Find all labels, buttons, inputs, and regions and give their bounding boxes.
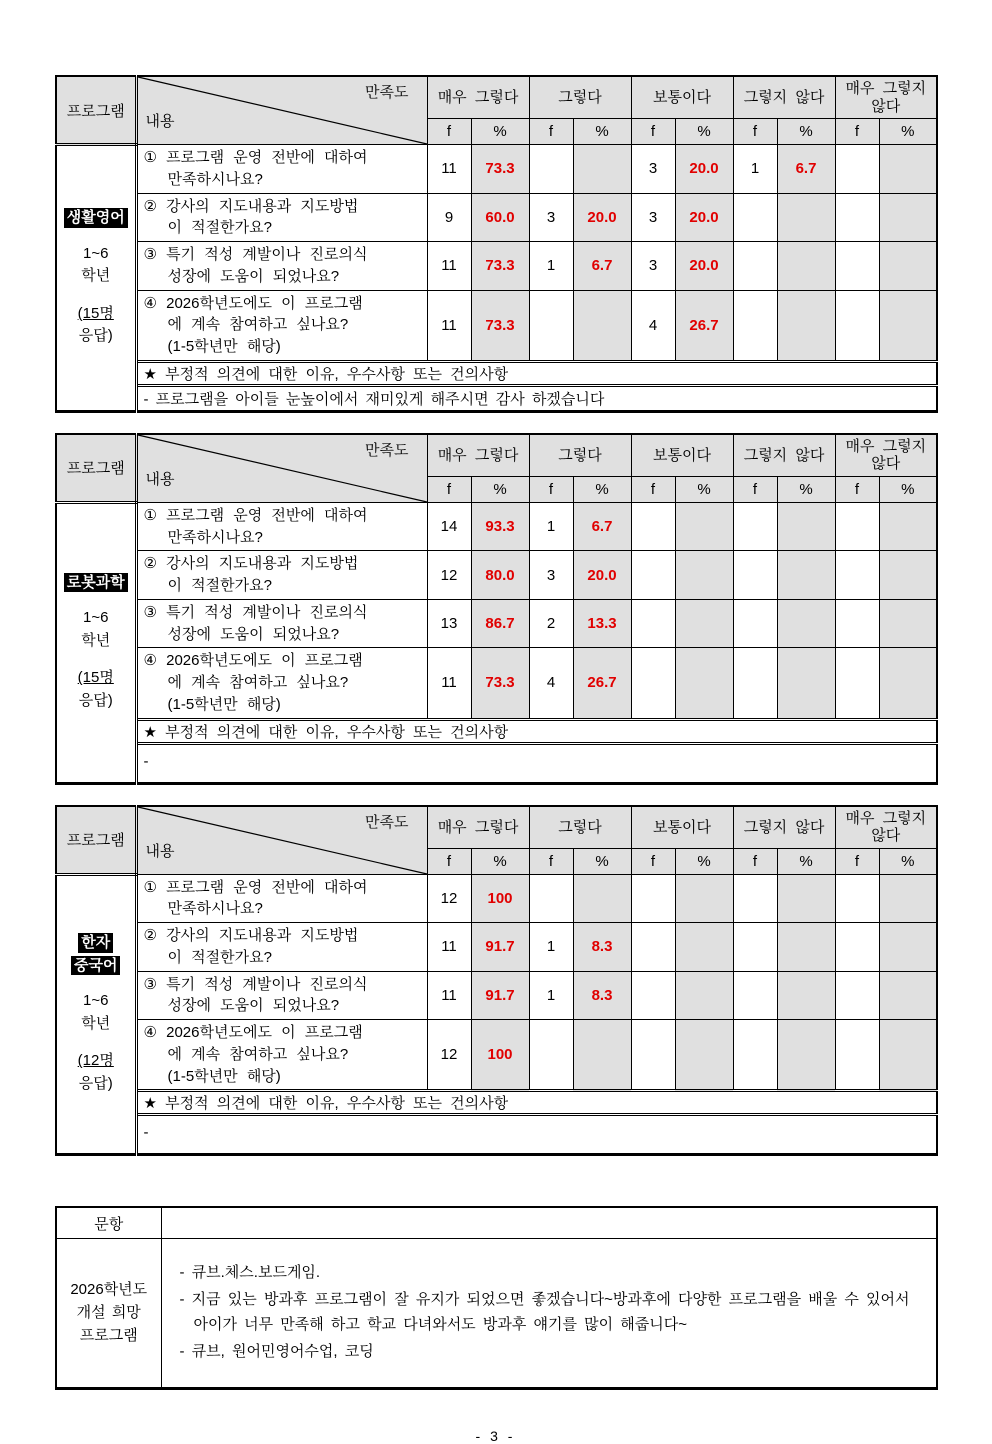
satisfaction-table-3 — [55, 805, 938, 1157]
answer-column-header: 그렇지 않다 — [733, 434, 835, 477]
program-info — [57, 573, 135, 713]
content-satisfaction-header — [136, 434, 427, 503]
pct-value: 20.0 — [573, 551, 631, 600]
star-note-header: ★ 부정적 의견에 대한 이유, 우수사항 또는 건의사항 — [136, 361, 937, 385]
question-cell: ③ 특기 적성 계발이나 진로의식 성장에 도움이 되었나요? — [136, 971, 427, 1020]
question-row — [56, 648, 937, 719]
wish-items — [172, 1261, 927, 1364]
pct-header: % — [675, 477, 733, 503]
question-cell: ① 프로그램 운영 전반에 대하여 만족하시나요? — [136, 874, 427, 923]
freq-value — [733, 193, 777, 242]
satisfaction-label: 만족도 — [365, 813, 409, 831]
freq-value — [733, 599, 777, 648]
pct-value — [879, 971, 937, 1020]
answer-column-header: 매우 그렇지 않다 — [835, 76, 937, 119]
question-row — [56, 971, 937, 1020]
pct-value — [879, 242, 937, 291]
wish-row-label — [56, 1238, 161, 1388]
question-cell: ② 강사의 지도내용과 지도방법 이 적절한가요? — [136, 551, 427, 600]
pct-value: 6.7 — [777, 145, 835, 194]
pct-value — [777, 971, 835, 1020]
freq-value — [631, 971, 675, 1020]
pct-header: % — [471, 477, 529, 503]
answer-column-header: 매우 그렇다 — [427, 76, 529, 119]
pct-header: % — [471, 119, 529, 145]
freq-value: 4 — [529, 648, 573, 719]
pct-value — [777, 1020, 835, 1091]
pct-header: % — [879, 848, 937, 874]
question-cell: ③ 특기 적성 계발이나 진로의식 성장에 도움이 되었나요? — [136, 599, 427, 648]
freq-header: f — [733, 848, 777, 874]
question-row — [56, 193, 937, 242]
pct-value: 8.3 — [573, 923, 631, 972]
freq-value — [631, 874, 675, 923]
page-number: - 3 - — [475, 1427, 516, 1444]
pct-value — [879, 290, 937, 361]
pct-value — [777, 290, 835, 361]
tables-container — [55, 75, 936, 1156]
freq-value — [733, 502, 777, 551]
program-name — [64, 573, 128, 593]
pct-value — [675, 874, 733, 923]
pct-value: 13.3 — [573, 599, 631, 648]
freq-value — [835, 599, 879, 648]
pct-value: 80.0 — [471, 551, 529, 600]
pct-header: % — [777, 848, 835, 874]
freq-value — [835, 971, 879, 1020]
question-row — [56, 1020, 937, 1091]
answer-column-header: 그렇다 — [529, 806, 631, 849]
answer-column-header: 그렇지 않다 — [733, 806, 835, 849]
freq-header: f — [631, 119, 675, 145]
question-cell: ① 프로그램 운영 전반에 대하여 만족하시나요? — [136, 145, 427, 194]
grade-range: 1~6 학년 — [81, 992, 111, 1032]
program-name — [64, 208, 128, 228]
pct-header: % — [879, 119, 937, 145]
freq-value — [835, 502, 879, 551]
pct-value: 60.0 — [471, 193, 529, 242]
satisfaction-label: 만족도 — [365, 441, 409, 459]
question-row — [56, 242, 937, 291]
question-row — [56, 145, 937, 194]
question-cell: ② 강사의 지도내용과 지도방법 이 적절한가요? — [136, 193, 427, 242]
freq-value — [835, 193, 879, 242]
pct-value — [777, 599, 835, 648]
diagonal-split-cell — [138, 435, 427, 502]
freq-value — [631, 502, 675, 551]
program-column-header: 프로그램 — [56, 806, 136, 875]
question-cell: ④ 2026학년도에도 이 프로그램 에 계속 참여하고 싶나요? (1-5학년만 해당) — [136, 1020, 427, 1091]
wish-row-label-line: 2026학년도 — [70, 1280, 148, 1298]
answer-column-header: 매우 그렇다 — [427, 434, 529, 477]
freq-value — [733, 923, 777, 972]
pct-value — [675, 648, 733, 719]
pct-value — [675, 1020, 733, 1091]
wish-row-label-line: 개설 희망 — [76, 1304, 141, 1322]
freq-header: f — [427, 477, 471, 503]
freq-value — [733, 1020, 777, 1091]
freq-header: f — [427, 119, 471, 145]
pct-header: % — [777, 477, 835, 503]
freq-value — [631, 551, 675, 600]
freq-value: 3 — [631, 193, 675, 242]
answer-column-header: 보통이다 — [631, 434, 733, 477]
freq-header: f — [733, 119, 777, 145]
freq-value: 12 — [427, 1020, 471, 1091]
pct-value — [777, 551, 835, 600]
freq-value: 11 — [427, 923, 471, 972]
pct-value — [675, 502, 733, 551]
freq-value: 3 — [631, 145, 675, 194]
pct-header: % — [573, 848, 631, 874]
freq-value — [631, 923, 675, 972]
pct-value: 93.3 — [471, 502, 529, 551]
pct-header: % — [675, 119, 733, 145]
wish-item: - 큐브.체스.보드게임. — [179, 1264, 321, 1282]
grade-range: 1~6 학년 — [81, 244, 111, 285]
answer-column-header: 그렇다 — [529, 76, 631, 119]
program-info — [57, 208, 135, 348]
program-column-header: 프로그램 — [56, 76, 136, 145]
freq-value — [529, 290, 573, 361]
freq-header: f — [529, 477, 573, 503]
pct-value — [675, 551, 733, 600]
freq-value — [733, 242, 777, 291]
star-note-header: ★ 부정적 의견에 대한 이유, 우수사항 또는 건의사항 — [136, 719, 937, 743]
pct-value — [777, 502, 835, 551]
pct-value — [573, 290, 631, 361]
pct-value — [573, 145, 631, 194]
header-row — [56, 806, 937, 849]
question-cell: ④ 2026학년도에도 이 프로그램 에 계속 참여하고 싶나요? (1-5학년만 해당) — [136, 290, 427, 361]
wish-item: - 큐브, 원어민영어수업, 코딩 — [179, 1342, 374, 1360]
freq-value — [835, 648, 879, 719]
wish-header-empty-cell — [161, 1207, 937, 1238]
freq-value — [733, 290, 777, 361]
pct-value — [879, 874, 937, 923]
question-row — [56, 551, 937, 600]
star-note-row — [56, 1091, 937, 1115]
pct-header: % — [573, 119, 631, 145]
pct-value — [777, 874, 835, 923]
freq-value: 1 — [733, 145, 777, 194]
pct-value — [675, 971, 733, 1020]
pct-value: 73.3 — [471, 648, 529, 719]
pct-value: 20.0 — [675, 242, 733, 291]
question-row — [56, 290, 937, 361]
wish-item: - 지금 있는 방과후 프로그램이 잘 유지가 되었으면 좋겠습니다~방과후에 다양한 프로그램을 배울 수 있어서 아이가 너무 만족해 하고 학교 다녀와서도 방과후 얘기를 많이 해줍니다~ — [179, 1291, 910, 1333]
question-row — [56, 502, 937, 551]
pct-value — [777, 193, 835, 242]
satisfaction-table-2 — [55, 433, 938, 785]
pct-value — [879, 923, 937, 972]
wish-header-row — [56, 1207, 937, 1238]
pct-value: 26.7 — [573, 648, 631, 719]
question-cell: ① 프로그램 운영 전반에 대하여 만족하시나요? — [136, 502, 427, 551]
wish-body-row — [56, 1238, 937, 1388]
program-info-cell — [56, 145, 136, 412]
question-cell: ② 강사의 지도내용과 지도방법 이 적절한가요? — [136, 923, 427, 972]
question-cell: ④ 2026학년도에도 이 프로그램 에 계속 참여하고 싶나요? (1-5학년만 해당) — [136, 648, 427, 719]
freq-value — [529, 145, 573, 194]
program-info-cell — [56, 874, 136, 1155]
content-label: 내용 — [145, 842, 175, 860]
pct-value: 91.7 — [471, 971, 529, 1020]
pct-value: 91.7 — [471, 923, 529, 972]
pct-value — [573, 1020, 631, 1091]
respondent-count: (15명 응답) — [77, 669, 114, 709]
freq-value — [835, 290, 879, 361]
freq-value — [733, 971, 777, 1020]
freq-value — [529, 874, 573, 923]
freq-value: 9 — [427, 193, 471, 242]
freq-header: f — [529, 119, 573, 145]
comment-row — [56, 385, 937, 411]
answer-column-header: 그렇지 않다 — [733, 76, 835, 119]
satisfaction-label: 만족도 — [365, 84, 409, 101]
freq-value: 11 — [427, 242, 471, 291]
pct-value — [879, 1020, 937, 1091]
answer-column-header: 보통이다 — [631, 806, 733, 849]
diagonal-split-cell — [138, 807, 427, 874]
question-cell: ③ 특기 적성 계발이나 진로의식 성장에 도움이 되었나요? — [136, 242, 427, 291]
question-row — [56, 874, 937, 923]
answer-column-header: 매우 그렇지 않다 — [835, 434, 937, 477]
freq-value — [733, 874, 777, 923]
pct-value: 20.0 — [675, 193, 733, 242]
comment-row — [56, 743, 937, 783]
comment-cell: - — [136, 743, 937, 783]
freq-value: 12 — [427, 874, 471, 923]
program-column-header: 프로그램 — [56, 434, 136, 503]
program-info-cell — [56, 502, 136, 783]
content-satisfaction-header — [136, 806, 427, 875]
pct-header: % — [675, 848, 733, 874]
program-name-line: 중국어 — [71, 956, 120, 976]
pct-value — [777, 648, 835, 719]
freq-value — [835, 923, 879, 972]
star-note-row — [56, 361, 937, 385]
content-label: 내용 — [145, 113, 175, 130]
pct-value: 73.3 — [471, 290, 529, 361]
pct-value — [777, 923, 835, 972]
respondent-count: (15명 응답) — [77, 304, 114, 345]
freq-value: 13 — [427, 599, 471, 648]
pct-value — [675, 923, 733, 972]
pct-value: 100 — [471, 874, 529, 923]
freq-value: 11 — [427, 971, 471, 1020]
freq-value: 1 — [529, 971, 573, 1020]
answer-column-header: 매우 그렇지 않다 — [835, 806, 937, 849]
freq-header: f — [835, 119, 879, 145]
content-satisfaction-header — [136, 76, 427, 145]
freq-value — [733, 648, 777, 719]
freq-value: 14 — [427, 502, 471, 551]
content-label: 내용 — [145, 470, 175, 488]
freq-value: 3 — [631, 242, 675, 291]
freq-header: f — [835, 477, 879, 503]
freq-header: f — [529, 848, 573, 874]
freq-value — [835, 242, 879, 291]
freq-header: f — [835, 848, 879, 874]
freq-value: 2 — [529, 599, 573, 648]
respondent-count: (12명 응답) — [77, 1052, 114, 1092]
program-name-line: 로봇과학 — [64, 573, 128, 593]
pct-value: 100 — [471, 1020, 529, 1091]
freq-value — [835, 1020, 879, 1091]
pct-value — [573, 874, 631, 923]
pct-header: % — [573, 477, 631, 503]
freq-header: f — [631, 848, 675, 874]
freq-header: f — [733, 477, 777, 503]
freq-value — [631, 1020, 675, 1091]
pct-value: 73.3 — [471, 242, 529, 291]
comment-cell: - — [136, 1115, 937, 1155]
pct-value — [879, 648, 937, 719]
pct-value: 6.7 — [573, 502, 631, 551]
wish-responses-cell — [161, 1238, 937, 1388]
pct-value: 86.7 — [471, 599, 529, 648]
answer-column-header: 보통이다 — [631, 76, 733, 119]
freq-value — [835, 874, 879, 923]
wish-program-table — [55, 1206, 938, 1390]
answer-column-header: 그렇다 — [529, 434, 631, 477]
freq-value: 4 — [631, 290, 675, 361]
program-name — [71, 933, 120, 975]
program-name-line: 생활영어 — [64, 208, 128, 228]
freq-value — [835, 551, 879, 600]
pct-value — [879, 502, 937, 551]
pct-value: 6.7 — [573, 242, 631, 291]
comment-row — [56, 1115, 937, 1155]
freq-value — [631, 648, 675, 719]
pct-value — [675, 599, 733, 648]
question-row — [56, 923, 937, 972]
page-content — [55, 75, 936, 1444]
star-note-row — [56, 719, 937, 743]
pct-value — [879, 599, 937, 648]
freq-value: 12 — [427, 551, 471, 600]
header-row — [56, 76, 937, 119]
program-info — [57, 933, 135, 1095]
pct-header: % — [471, 848, 529, 874]
freq-value — [733, 551, 777, 600]
freq-value: 11 — [427, 145, 471, 194]
pct-value: 20.0 — [573, 193, 631, 242]
question-column-header: 문항 — [56, 1207, 161, 1238]
pct-value — [777, 242, 835, 291]
pct-value — [879, 145, 937, 194]
freq-value: 3 — [529, 551, 573, 600]
comment-cell: - 프로그램을 아이들 눈높이에서 재미있게 해주시면 감사 하겠습니다 — [136, 385, 937, 411]
pct-value: 20.0 — [675, 145, 733, 194]
freq-value: 1 — [529, 923, 573, 972]
freq-value: 1 — [529, 242, 573, 291]
freq-value — [631, 599, 675, 648]
pct-value: 26.7 — [675, 290, 733, 361]
pct-header: % — [777, 119, 835, 145]
freq-value — [835, 145, 879, 194]
program-name-line: 한자 — [78, 933, 113, 953]
freq-value — [529, 1020, 573, 1091]
question-row — [56, 599, 937, 648]
diagonal-split-cell — [138, 77, 427, 144]
header-row — [56, 434, 937, 477]
grade-range: 1~6 학년 — [81, 609, 111, 649]
freq-value: 11 — [427, 290, 471, 361]
wish-row-label-line: 프로그램 — [79, 1327, 138, 1345]
pct-value: 8.3 — [573, 971, 631, 1020]
answer-column-header: 매우 그렇다 — [427, 806, 529, 849]
pct-value — [879, 193, 937, 242]
freq-value: 3 — [529, 193, 573, 242]
satisfaction-table-1 — [55, 75, 938, 413]
freq-header: f — [427, 848, 471, 874]
star-note-header: ★ 부정적 의견에 대한 이유, 우수사항 또는 건의사항 — [136, 1091, 937, 1115]
pct-header: % — [879, 477, 937, 503]
freq-value: 1 — [529, 502, 573, 551]
freq-value: 11 — [427, 648, 471, 719]
freq-header: f — [631, 477, 675, 503]
pct-value: 73.3 — [471, 145, 529, 194]
pct-value — [879, 551, 937, 600]
